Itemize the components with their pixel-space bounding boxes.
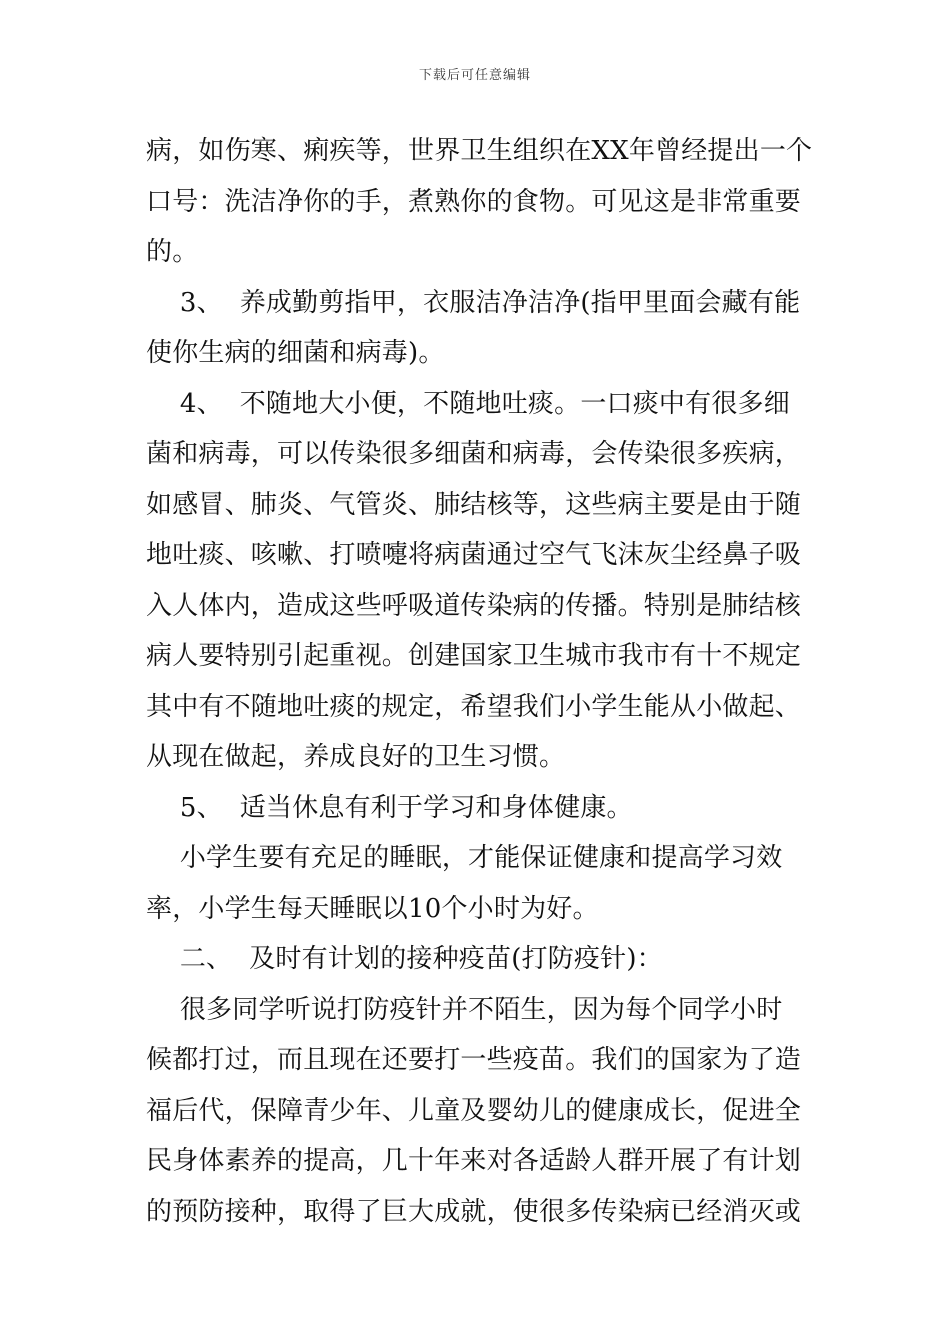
text-line: 从现在做起，养成良好的卫生习惯。 bbox=[146, 742, 566, 772]
text-line: 菌和病毒，可以传染很多细菌和病毒，会传染很多疾病， bbox=[146, 439, 802, 469]
text-line: 率，小学生每天睡眠以10个小时为好。 bbox=[146, 893, 599, 924]
text-line: 民身体素养的提高，几十年来对各适龄人群开展了有计划 bbox=[146, 1146, 802, 1176]
text-line: 其中有不随地吐痰的规定，希望我们小学生能从小做起、 bbox=[146, 691, 802, 722]
page-header: 下载后可任意编辑 bbox=[418, 68, 531, 83]
text-line: 地吐痰、咳嗽、打喷嚏将病菌通过空气飞沫灰尘经鼻子吸 bbox=[146, 540, 802, 570]
text-line: 二、 及时有计划的接种疫苗(打防疫针)： bbox=[146, 944, 663, 974]
text-line: 福后代，保障青少年、儿童及婴幼儿的健康成长，促进全 bbox=[146, 1095, 802, 1126]
text-line: 小学生要有充足的睡眠，才能保证健康和提高学习效 bbox=[146, 843, 783, 873]
text-line: 使你生病的细菌和病毒)。 bbox=[146, 338, 445, 368]
text-line: 的。 bbox=[146, 237, 199, 267]
text-line: 很多同学听说打防疫针并不陌生，因为每个同学小时 bbox=[146, 994, 783, 1025]
text-line: 病，如伤寒、痢疾等，世界卫生组织在XX年曾经提出一个 bbox=[146, 136, 813, 166]
text-line: 入人体内，造成这些呼吸道传染病的传播。特别是肺结核 bbox=[146, 590, 802, 621]
document-body bbox=[146, 126, 813, 1237]
text-line: 3、 养成勤剪指甲，衣服洁净洁净(指甲里面会藏有能 bbox=[146, 287, 801, 318]
text-line: 的预防接种，取得了巨大成就，使很多传染病已经消灭或 bbox=[146, 1196, 802, 1227]
text-line: 5、 适当休息有利于学习和身体健康。 bbox=[146, 792, 633, 823]
text-line: 候都打过，而且现在还要打一些疫苗。我们的国家为了造 bbox=[146, 1045, 802, 1075]
text-line: 病人要特别引起重视。创建国家卫生城市我市有十不规定 bbox=[146, 641, 802, 671]
text-line: 口号：洗洁净你的手，煮熟你的食物。可见这是非常重要 bbox=[146, 186, 802, 217]
text-line: 如感冒、肺炎、气管炎、肺结核等，这些病主要是由于随 bbox=[146, 489, 802, 520]
text-line: 4、 不随地大小便，不随地吐痰。一口痰中有很多细 bbox=[146, 388, 790, 419]
